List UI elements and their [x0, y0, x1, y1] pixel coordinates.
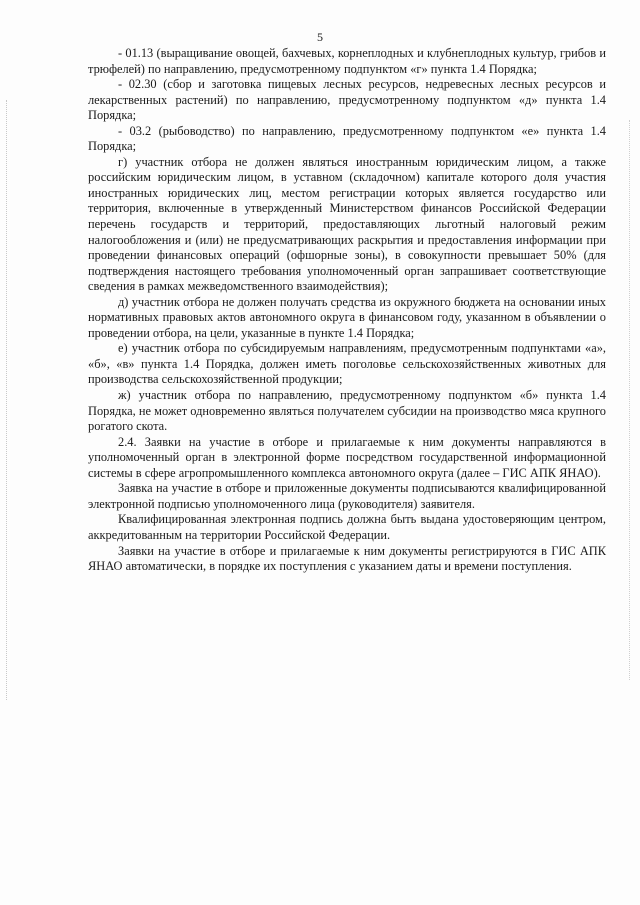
- scan-margin-marks: [6, 100, 9, 700]
- paragraph-signature-issuer: Квалифицированная электронная подпись должна быть выдана удостоверяющим центром, аккредитованным на территории Российской Федерации.: [88, 512, 606, 542]
- document-body: [88, 46, 606, 575]
- paragraph-okved-03-2: - 03.2 (рыбоводство) по направлению, предусмотренному подпунктом «е» пункта 1.4 Порядка;: [88, 123, 606, 154]
- paragraph-item-e: е) участник отбора по субсидируемым направлениям, предусмотренным подпунктами «а», «б», «в» пункта 1.4 Порядка, должен иметь поголовье сельскохозяйственных животных для производства сельскохозяйственной продукции;: [88, 341, 606, 387]
- paragraph-registration: Заявки на участие в отборе и прилагаемые к ним документы регистрируются в ГИС АПК ЯНАО автоматически, в порядке их поступления с указанием даты и времени поступления.: [88, 543, 606, 574]
- paragraph-okved-02-30: - 02.30 (сбор и заготовка пищевых лесных ресурсов, недревесных лесных ресурсов и лекарственных растений) по направлению, предусмотренному подпунктом «д» пункта 1.4 Порядка;: [88, 77, 606, 123]
- paragraph-2-4: 2.4. Заявки на участие в отборе и прилагаемые к ним документы направляются в уполномоченный орган в электронной форме посредством государственной информационной системы в сфере агропромышленного комплекса автономного округа (далее – ГИС АПК ЯНАО).: [88, 434, 606, 480]
- paragraph-item-g: г) участник отбора не должен являться иностранным юридическим лицом, а также российским юридическим лицом, в уставном (складочном) капитале которого доля участия иностранных юридических лиц, местом регистрации которых является государство или территория, включенные в утвержденный Министерством финансов Российской Федерации перечень государств и территорий, предоставляющих льготный налоговый режим налогообложения и (или) не предусматривающих раскрытия и предоставления информации при проведении финансовых операций (офшорные зоны), в совокупности превышает 50% (для подтверждения настоящего требования уполномоченный орган запрашивает соответствующие сведения в рамках межведомственного взаимодействия);: [88, 154, 606, 294]
- paragraph-signature-requirement: Заявка на участие в отборе и приложенные документы подписываются квалифицированной электронной подписью уполномоченного лица (руководителя) заявителя.: [88, 481, 606, 511]
- page-number: 5: [317, 30, 323, 44]
- paragraph-item-zh: ж) участник отбора по направлению, предусмотренному подпунктом «б» пункта 1.4 Порядка, не может одновременно являться получателем субсидии на производство мяса крупного рогатого скота.: [88, 388, 606, 434]
- paragraph-okved-01-13: - 01.13 (выращивание овощей, бахчевых, корнеплодных и клубнеплодных культур, грибов и трюфелей) по направлению, предусмотренному подпунктом «г» пункта 1.4 Порядка;: [88, 46, 606, 76]
- scan-margin-marks-right: [629, 120, 632, 680]
- paragraph-item-d: д) участник отбора не должен получать средства из окружного бюджета на основании иных нормативных правовых актов автономного округа в финансовом году, указанном в объявлении о проведении отбора, на цели, указанные в пункте 1.4 Порядка;: [88, 294, 606, 340]
